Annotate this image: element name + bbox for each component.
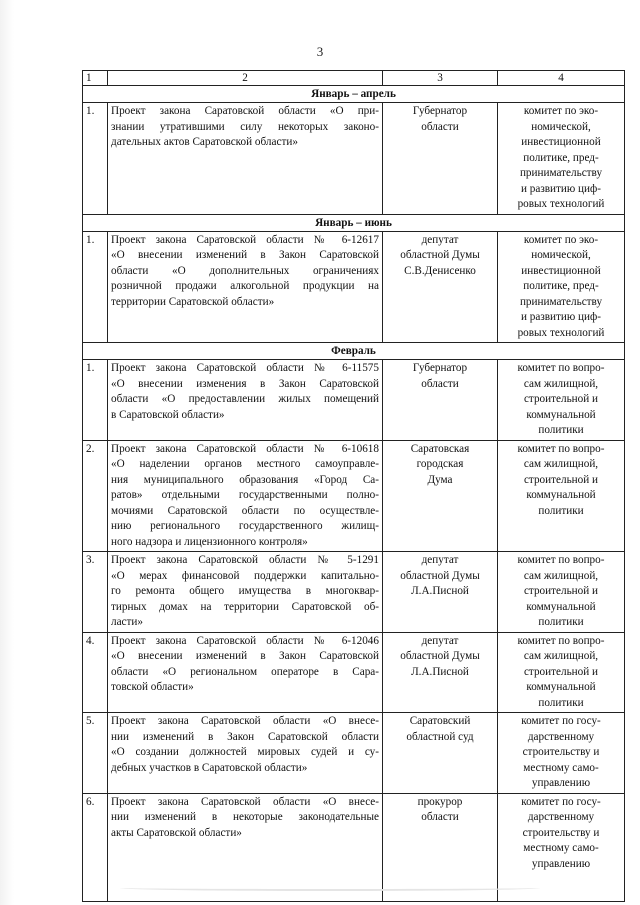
committee-line: строительству и — [522, 826, 600, 839]
initiator — [383, 440, 498, 552]
description-line: мочиями Саратовской области по осуществле- — [111, 504, 379, 517]
bill-description — [108, 360, 383, 441]
committee-line: комитет по госу- — [521, 715, 601, 727]
row-number: 1. — [83, 360, 108, 441]
initiator — [383, 713, 498, 794]
committee-line: политики — [538, 616, 584, 628]
section-row — [83, 343, 625, 360]
committee-line: комитет по вопро- — [517, 362, 605, 374]
row-number: 4. — [83, 632, 108, 713]
initiator-line: областной Думы — [400, 650, 480, 662]
committee-line: принимательству — [519, 295, 603, 308]
section-title: Февраль — [83, 343, 625, 360]
description-line: «О внесении изменений в Закон Саратовской — [111, 249, 379, 261]
description-line: «О внесении изменения в Закон Саратовской — [111, 377, 379, 390]
description-line: дательных актов Саратовской области» — [111, 136, 298, 148]
committee-line: местному само- — [523, 842, 599, 854]
committee-line: дарственному — [527, 811, 595, 823]
header-col-2: 2 — [108, 71, 383, 86]
description-line: нию регионального государственного жилищ- — [111, 520, 379, 532]
committee-line: сам жилищной, — [523, 650, 599, 662]
committee-line: номической, — [531, 249, 591, 261]
initiator-line: области — [421, 377, 459, 390]
initiator — [383, 632, 498, 713]
description-line: Проект закона Саратовской области № 5-1291 — [111, 554, 379, 566]
row-number: 3. — [83, 552, 108, 633]
committee-line: коммунальной — [526, 408, 596, 421]
committee-line: строительной и — [523, 585, 599, 597]
initiator-line: области — [421, 120, 459, 133]
responsible-committee — [498, 103, 625, 215]
description-line: тирных домах на территории Саратовской об- — [111, 600, 379, 613]
committee-line: сам жилищной, — [523, 458, 599, 470]
row-number: 6. — [83, 793, 108, 901]
committee-line: и развитию циф- — [520, 182, 601, 195]
description-line: товской области» — [111, 681, 194, 693]
committee-line: строительной и — [523, 473, 599, 486]
description-line: «О наделении органов местного самоуправле- — [111, 458, 379, 470]
committee-line: дарственному — [527, 730, 595, 743]
table-row — [83, 231, 625, 343]
description-line: области «О предоставлении жилых помещений — [111, 393, 379, 405]
initiator — [383, 360, 498, 441]
committee-line: политики — [538, 424, 584, 436]
initiator-line: Губернатор — [412, 105, 468, 117]
committee-line: управлению — [531, 857, 591, 870]
section-title: Январь – июнь — [83, 214, 625, 231]
bill-description — [108, 440, 383, 552]
description-line: территории Саратовской области» — [111, 295, 275, 308]
description-line: Проект закона Саратовской области № 6-12046 — [111, 634, 379, 647]
initiator-line: Л.А.Писной — [411, 585, 469, 597]
committee-line: строительной и — [523, 665, 599, 678]
scan-artifact — [120, 885, 540, 891]
description-line: знании утратившими силу некоторых законо- — [111, 120, 379, 133]
initiator-line: городская — [416, 458, 464, 470]
initiator-line: областной суд — [406, 730, 474, 743]
description-line: нии изменений в Закон Саратовской области — [111, 730, 379, 743]
committee-line: принимательству — [519, 167, 603, 179]
initiator-line: Дума — [427, 473, 453, 486]
description-line: Проект закона Саратовской области «О внесе- — [111, 795, 379, 808]
description-line: акты Саратовской области» — [111, 826, 242, 839]
table-row — [83, 103, 625, 215]
responsible-committee — [498, 440, 625, 552]
initiator-line: депутат — [421, 554, 459, 566]
responsible-committee — [498, 231, 625, 343]
table-row — [83, 440, 625, 552]
header-col-3: 3 — [383, 71, 498, 86]
description-line: ния муниципального образования «Город Са- — [111, 473, 379, 486]
table-header-row — [83, 71, 625, 86]
description-line: Проект закона Саратовской области «О внесе- — [111, 715, 379, 727]
description-line: в Саратовской области» — [111, 408, 225, 421]
table-row — [83, 552, 625, 633]
initiator-line: С.В.Денисенко — [404, 264, 476, 277]
page-number: 3 — [316, 44, 324, 59]
table-row — [83, 713, 625, 794]
initiator-line: депутат — [421, 233, 459, 246]
committee-line: коммунальной — [526, 681, 596, 693]
description-line: ного надзора и лицензионного контроля» — [111, 535, 308, 548]
initiator-line: Саратовская — [410, 442, 470, 455]
committee-line: комитет по госу- — [521, 795, 601, 808]
responsible-committee — [498, 552, 625, 633]
initiator — [383, 103, 498, 215]
bill-description — [108, 552, 383, 633]
committee-line: политики — [538, 504, 584, 517]
committee-line: и развитию циф- — [520, 311, 601, 323]
committee-line: политике, пред- — [523, 151, 599, 164]
initiator-line: областной Думы — [400, 249, 480, 261]
description-line: Проект закона Саратовской области № 6-11575 — [111, 362, 379, 374]
description-line: ласти» — [111, 616, 143, 628]
committee-line: комитет по эко- — [523, 105, 599, 117]
initiator-line: Л.А.Писной — [411, 665, 469, 678]
header-col-1: 1 — [83, 71, 108, 86]
bill-description — [108, 103, 383, 215]
section-row — [83, 86, 625, 103]
description-line: «О мерах финансовой поддержки капитально- — [111, 569, 379, 582]
committee-line: политики — [538, 696, 584, 709]
initiator-line: депутат — [421, 634, 459, 647]
committee-line: коммунальной — [526, 600, 596, 613]
row-number: 2. — [83, 440, 108, 552]
responsible-committee — [498, 632, 625, 713]
description-line: дебных участков в Саратовской области» — [111, 761, 308, 774]
initiator-line: Саратовский — [409, 715, 471, 727]
description-line: нии изменений в некоторые законодательные — [111, 811, 379, 823]
row-number: 1. — [83, 103, 108, 215]
responsible-committee — [498, 360, 625, 441]
description-line: го ремонта общего имущества в многоквар- — [111, 585, 379, 597]
description-line: области «О региональном операторе в Сара- — [111, 665, 379, 678]
committee-line: комитет по вопро- — [517, 634, 605, 647]
description-line: «О создании должностей мировых судей и су- — [111, 746, 379, 758]
committee-line: ровых технологий — [517, 198, 605, 210]
committee-line: коммунальной — [526, 489, 596, 501]
initiator-line: области — [421, 811, 459, 823]
initiator-line: областной Думы — [400, 569, 480, 582]
committee-line: местному само- — [523, 761, 599, 774]
committee-line: комитет по эко- — [523, 233, 599, 246]
initiator-line: прокурор — [417, 795, 463, 808]
committee-line: сам жилищной, — [523, 377, 599, 390]
committee-line: комитет по вопро- — [517, 442, 605, 455]
table-row — [83, 360, 625, 441]
committee-line: комитет по вопро- — [517, 554, 605, 566]
initiator — [383, 231, 498, 343]
initiator-line: Губернатор — [412, 362, 468, 374]
legislation-plan-table — [82, 70, 625, 902]
bill-description — [108, 632, 383, 713]
description-line: «О внесении изменений в Закон Саратовской — [111, 650, 379, 662]
committee-line: инвестиционной — [521, 136, 601, 148]
section-title: Январь – апрель — [83, 86, 625, 103]
committee-line: политике, пред- — [523, 280, 599, 292]
header-col-4: 4 — [498, 71, 625, 86]
section-row — [83, 214, 625, 231]
description-line: Проект закона Саратовской области «О при- — [111, 105, 379, 117]
committee-line: ровых технологий — [517, 326, 605, 339]
committee-line: управлению — [531, 777, 591, 789]
initiator — [383, 552, 498, 633]
committee-line: номической, — [531, 120, 591, 133]
row-number: 1. — [83, 231, 108, 343]
bill-description — [108, 713, 383, 794]
responsible-committee — [498, 713, 625, 794]
description-line: Проект закона Саратовской области № 6-10618 — [111, 442, 379, 455]
committee-line: инвестиционной — [521, 264, 601, 277]
description-line: Проект закона Саратовской области № 6-12617 — [111, 233, 379, 246]
row-number: 5. — [83, 713, 108, 794]
committee-line: строительной и — [523, 393, 599, 405]
description-line: ратов» отдельными государственными полно- — [111, 489, 379, 501]
table-row — [83, 632, 625, 713]
committee-line: строительству и — [522, 746, 600, 758]
scan-edge — [0, 0, 14, 905]
bill-description — [108, 231, 383, 343]
committee-line: сам жилищной, — [523, 569, 599, 582]
description-line: розничной продажи алкогольной продукции на — [111, 280, 379, 292]
description-line: области «О дополнительных ограничениях — [111, 264, 379, 277]
